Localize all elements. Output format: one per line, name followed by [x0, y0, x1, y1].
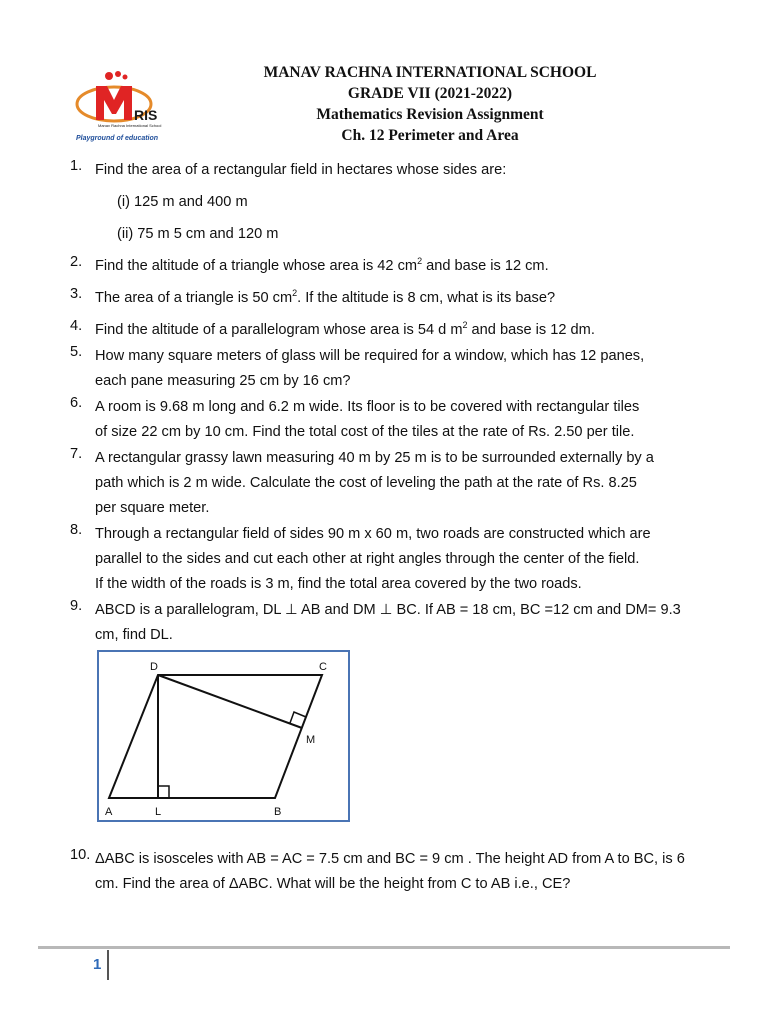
question-text: cm, find DL.	[95, 627, 173, 643]
logo-letters: RIS	[134, 107, 158, 123]
point-label-l: L	[155, 806, 162, 818]
question-text: A room is 9.68 m long and 6.2 m wide. Its floor is to be covered with rectangular tiles	[95, 399, 640, 415]
question-number: 3.	[70, 286, 83, 302]
question-text: Find the area of a rectangular field in hectares whose sides are:	[95, 162, 507, 178]
vertex-label-a: A	[105, 806, 113, 818]
school-name: MANAV RACHNA INTERNATIONAL SCHOOL	[263, 64, 597, 81]
question-number: 10.	[70, 847, 91, 863]
page-number-divider	[107, 950, 109, 980]
subject-label: Mathematics Revision Assignment	[316, 106, 544, 123]
school-logo	[74, 68, 174, 138]
document-header	[230, 62, 630, 146]
question-text: The area of a triangle is 50 $cm^2$. If the altitude is 8 cm, what is its base?	[95, 288, 556, 306]
sub-question: (i) 125 m and 400 m	[117, 194, 248, 210]
question-list	[70, 158, 720, 648]
question-10	[70, 847, 720, 897]
question-number: 9.	[70, 598, 83, 614]
chapter-title: Ch. 12 Perimeter and Area	[341, 127, 519, 144]
question-text: cm. Find the area of ΔABC. What will be the height from C to AB i.e., CE?	[95, 876, 571, 892]
vertex-label-d: D	[150, 661, 158, 673]
question-text: of size 22 cm by 10 cm. Find the total cost of the tiles at the rate of Rs. 2.50 per tile.	[95, 424, 635, 440]
question-text: ABCD is a parallelogram, DL ⊥ AB and DM ⊥ BC. If AB = 18 cm, BC =12 cm and DM= 9.3	[95, 602, 681, 618]
question-text: Through a rectangular field of sides 90 m x 60 m, two roads are constructed which are	[95, 526, 651, 542]
question-text: path which is 2 m wide. Calculate the cost of leveling the path at the rate of Rs. 8.25	[95, 475, 637, 491]
question-text: If the width of the roads is 3 m, find the total area covered by the two roads.	[95, 576, 582, 592]
footer-rule	[38, 946, 730, 949]
question-number: 5.	[70, 344, 83, 360]
question-text: Find the altitude of a triangle whose area is 42 $cm^2$ and base is 12 cm.	[95, 256, 549, 274]
question-1	[70, 158, 720, 247]
question-3	[70, 286, 720, 311]
question-number: 7.	[70, 446, 83, 462]
question-number: 8.	[70, 522, 83, 538]
question-text: A rectangular grassy lawn measuring 40 m by 25 m is to be surrounded externally by a	[95, 450, 654, 466]
question-text: per square meter.	[95, 500, 210, 516]
question-list-continued	[70, 847, 720, 897]
point-label-m: M	[306, 734, 316, 746]
question-text: ΔABC is isosceles with AB = AC = 7.5 cm and BC = 9 cm . The height AD from A to BC, is 6	[95, 851, 685, 867]
question-4	[70, 318, 720, 343]
question-text: Find the altitude of a parallelogram whose area is 54 d $m^2$ and base is 12 dm.	[95, 320, 595, 338]
question-number: 2.	[70, 254, 83, 270]
question-text: parallel to the sides and cut each other at right angles through the center of the field.	[95, 551, 640, 567]
question-text: each pane measuring 25 cm by 16 cm?	[95, 373, 351, 389]
vertex-label-c: C	[319, 661, 327, 673]
parallelogram-figure	[97, 650, 350, 822]
question-text: How many square meters of glass will be required for a window, which has 12 panes,	[95, 348, 645, 364]
question-8	[70, 522, 720, 597]
question-6	[70, 395, 720, 445]
question-number: 4.	[70, 318, 83, 334]
question-number: 1.	[70, 158, 83, 174]
question-9	[70, 598, 720, 648]
question-7	[70, 446, 720, 521]
logo-tagline: Playground of education	[76, 135, 159, 142]
page-number: 1	[93, 956, 102, 973]
grade-label: GRADE VII (2021-2022)	[347, 85, 513, 102]
question-2	[70, 254, 720, 279]
sub-question: (ii) 75 m 5 cm and 120 m	[117, 226, 279, 242]
logo-school-name: Manav Rachna International School	[98, 123, 162, 128]
question-number: 6.	[70, 395, 83, 411]
question-5	[70, 344, 720, 394]
vertex-label-b: B	[274, 806, 282, 818]
